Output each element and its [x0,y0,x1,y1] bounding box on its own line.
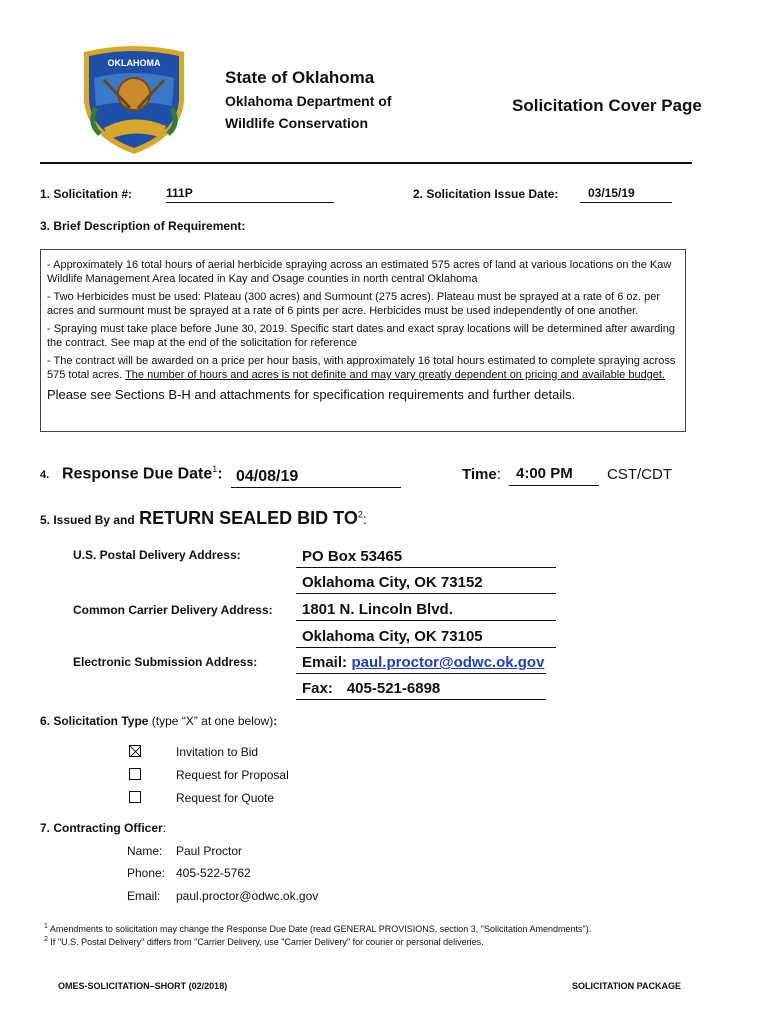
officer-email: paul.proctor@odwc.ok.gov [176,889,319,903]
fax-value: 405-521-6898 [346,680,441,697]
solicitation-type-heading [40,714,277,728]
issued-by-footnote-ref: 2 [357,509,363,520]
issued-by-label: 5. Issued By and [40,513,135,527]
email-submission-field[interactable] [296,654,546,674]
contracting-officer-label: 7. Contracting Officer [40,821,163,835]
footnote-2-number: 2 [44,936,48,943]
footnote-1 [44,923,591,934]
solicitation-type-hint: (type “X” at one below) [148,714,274,728]
department-line-2: Wildlife Conservation [225,115,369,131]
response-due-label [62,464,223,483]
request-for-quote-label: Request for Quote [176,791,275,805]
state-title: State of Oklahoma [225,68,375,87]
carrier-address-line-2[interactable] [296,628,556,648]
request-for-proposal-label: Request for Proposal [176,768,289,782]
issue-date-field[interactable] [580,186,672,203]
email-submission-label: Email: [302,654,348,671]
response-due-date-value: 04/08/19 [236,468,299,485]
return-sealed-bid-label: RETURN SEALED BID TO [139,508,358,528]
description-paragraph-4 [47,354,679,382]
issue-date-value: 03/15/19 [588,186,635,200]
description-paragraph-2: - Two Herbicides must be used: Plateau (300 acres) and Surmount (275 acres). Plateau must be sprayed at a rate of 6 oz. per acres and surmount must be sprayed at a rate of 6 pints per acre. Herbicides must be used independently of one another. [47,291,661,317]
description-label: 3. Brief Description of Requirement: [40,219,246,233]
timezone: CST/CDT [607,466,672,483]
fax-field[interactable] [296,680,546,700]
officer-email-label: Email: [127,889,161,903]
solicitation-number-value: 111P [166,186,193,200]
description-paragraph-3: - Spraying must take place before June 30, 2019. Specific start dates and exact spray locations will be determined after awarding the contract. See map at the end of the solicitation for reference [47,323,675,349]
time-label-wrap: Time: [462,466,501,483]
electronic-address-label: Electronic Submission Address: [73,655,258,669]
footnote-2 [44,936,484,947]
email-submission-link[interactable]: paul.proctor@odwc.ok.gov [351,654,545,671]
description-paragraph-4-text: - The contract will be awarded on a price per hour basis, with approximately 16 total hours estimated to complete spraying across 575 total acres. [47,355,676,381]
request-for-proposal-checkbox[interactable] [129,768,141,780]
time-value: 4:00 PM [516,465,573,482]
time-label: Time [462,466,497,483]
solicitation-type-label: 6. Solicitation Type [40,714,149,728]
form-id: OMES-SOLICITATION–SHORT (02/2018) [58,981,228,991]
footnote-2-text: If "U.S. Postal Delivery" differs from "Carrier Delivery, use "Carrier Delivery" for courier or personal deliveries. [47,937,484,947]
odwc-logo [74,38,194,158]
description-paragraph-1: - Approximately 16 total hours of aerial herbicide spraying across an estimated 575 acres of land at various locations on the Kaw Wildlife Management Area located in Kay and Osage counties in north central Oklahoma [47,259,672,285]
department-line-1: Oklahoma Department of [225,93,392,109]
response-due-date-field[interactable] [231,468,401,488]
response-due-colon: : [217,465,223,483]
postal-address-line-2-value: Oklahoma City, OK 73152 [302,574,483,591]
issued-by-colon: : [362,511,367,527]
footnote-1-text: Amendments to solicitation may change the Response Due Date (read GENERAL PROVISIONS, section 3, "Solicitation Amendments"). [47,924,592,934]
contracting-officer-colon: : [162,821,167,835]
postal-address-label: U.S. Postal Delivery Address: [73,548,241,562]
carrier-address-label: Common Carrier Delivery Address: [73,603,273,617]
header-divider [40,162,692,164]
description-box[interactable] [40,249,686,432]
carrier-address-line-2-value: Oklahoma City, OK 73105 [302,628,483,645]
carrier-address-line-1[interactable] [296,601,556,621]
fax-label: Fax: [302,680,333,697]
invitation-to-bid-label: Invitation to Bid [176,745,259,759]
svg-text:OKLAHOMA: OKLAHOMA [107,58,161,68]
invitation-to-bid-checkbox[interactable] [129,745,141,757]
request-for-quote-checkbox[interactable] [129,791,141,803]
response-number: 4. [40,469,50,481]
postal-address-line-1[interactable] [296,548,556,568]
issue-date-label: 2. Solicitation Issue Date: [413,187,559,201]
solicitation-type-colon: : [273,714,278,728]
officer-name-label: Name: [127,844,163,858]
page-title: Solicitation Cover Page [512,96,702,115]
footnote-1-number: 1 [44,923,48,930]
solicitation-number-label: 1. Solicitation #: [40,187,133,201]
postal-address-line-1-value: PO Box 53465 [302,548,403,565]
issued-by-heading [40,508,367,529]
time-field[interactable] [509,465,599,486]
response-due-label-text: Response Due Date [62,465,213,483]
contracting-officer-heading [40,821,166,835]
package-label: SOLICITATION PACKAGE [572,981,681,991]
response-due-footnote-ref: 1 [212,464,218,474]
officer-phone-label: Phone: [127,866,166,880]
officer-name: Paul Proctor [176,844,243,858]
carrier-address-line-1-value: 1801 N. Lincoln Blvd. [302,601,453,618]
officer-phone: 405-522-5762 [176,866,251,880]
description-paragraph-4-underlined: The number of hours and acres is not definite and may vary greatly dependent on pricing and available budget. [125,369,666,381]
postal-address-line-2[interactable] [296,574,556,594]
solicitation-number-field[interactable] [166,186,334,203]
description-footer: Please see Sections B-H and attachments for specification requirements and further details. [47,387,576,402]
